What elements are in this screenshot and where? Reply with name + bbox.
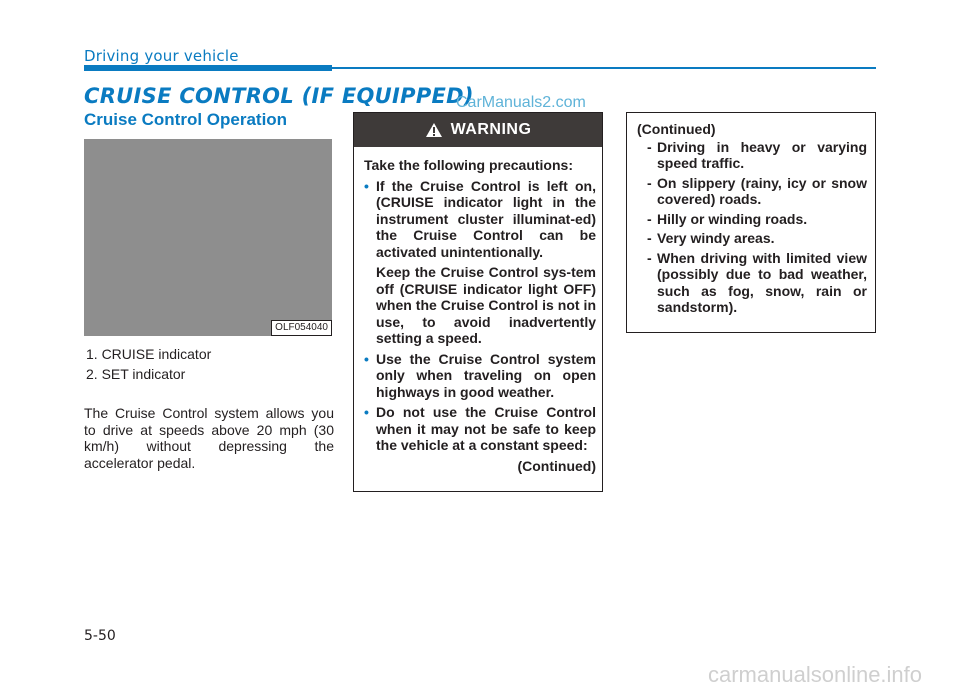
bullet-dot-icon: •: [364, 177, 369, 194]
warning-bullet-subtext: Keep the Cruise Control sys-tem off (CRUISE indicator light OFF) when the Cruise Control is not in use, to avoid inadvertently setting a speed.: [376, 264, 596, 346]
warning-bullet: [364, 178, 596, 347]
body-paragraph: The Cruise Control system allows you to drive at speeds above 20 mph (30 km/h) without depressing the accelerator pedal.: [84, 405, 334, 471]
bullet-dot-icon: •: [364, 350, 369, 367]
legend-item: 1. CRUISE indicator: [86, 346, 212, 362]
list-item-text: Hilly or winding roads.: [657, 210, 808, 227]
list-item: - Very windy areas.: [647, 230, 867, 247]
watermark-link[interactable]: CarManuals2.com: [456, 94, 586, 111]
list-item: - Driving in heavy or varying speed traffic.: [647, 138, 867, 171]
subsection-title: Cruise Control Operation: [84, 110, 288, 129]
list-item: - On slippery (rainy, icy or snow covered) roads.: [647, 174, 867, 207]
list-item-text: On slippery (rainy, icy or snow covered) roads.: [657, 174, 867, 207]
page-number: 5-50: [84, 628, 116, 644]
chapter-title: CRUISE CONTROL (IF EQUIPPED): [84, 84, 474, 108]
header-rule: [332, 67, 876, 69]
warning-triangle-icon: [425, 122, 443, 138]
bullet-dot-icon: •: [364, 404, 369, 420]
list-item: - Hilly or winding roads.: [647, 211, 867, 228]
header-bar: [84, 65, 332, 71]
list-item-text: Driving in heavy or varying speed traffic.: [657, 138, 867, 171]
continued-heading: (Continued): [637, 121, 716, 137]
warning-box: [353, 112, 603, 492]
instrument-cluster-photo: [84, 139, 332, 336]
warning-bullet-text: Use the Cruise Control system only when traveling on open highways in good weather.: [376, 350, 596, 400]
continued-box: [626, 112, 876, 333]
continued-label: (Continued): [517, 457, 596, 474]
warning-body: [354, 147, 602, 474]
list-item-text: When driving with limited view (possibly due to bad weather, such as fog, snow, rain or sandstorm).: [657, 249, 867, 315]
section-label: Driving your vehicle: [84, 47, 239, 65]
warning-bullet: [364, 404, 596, 454]
warning-bullet: [364, 351, 596, 401]
legend-item: 2. SET indicator: [86, 366, 186, 382]
warning-header: [354, 113, 602, 147]
list-item-text: Very windy areas.: [657, 230, 775, 246]
warning-title: WARNING: [450, 121, 532, 138]
warning-intro: Take the following precautions:: [364, 157, 573, 173]
watermark-link[interactable]: carmanualsonline.info: [708, 662, 923, 687]
warning-bullet-text: If the Cruise Control is left on, (CRUISE indicator light in the instrument cluster illuminat-ed) the Cruise Control can be activated unintentionally.: [376, 177, 596, 260]
list-item: - When driving with limited view (possibly due to bad weather, such as fog, snow, rain or sandstorm).: [647, 249, 867, 315]
warning-bullet-text: Do not use the Cruise Control when it may not be safe to keep the vehicle at a constant speed:: [376, 404, 596, 453]
image-code-label: OLF054040: [271, 320, 332, 336]
photo-legend: [84, 344, 334, 384]
